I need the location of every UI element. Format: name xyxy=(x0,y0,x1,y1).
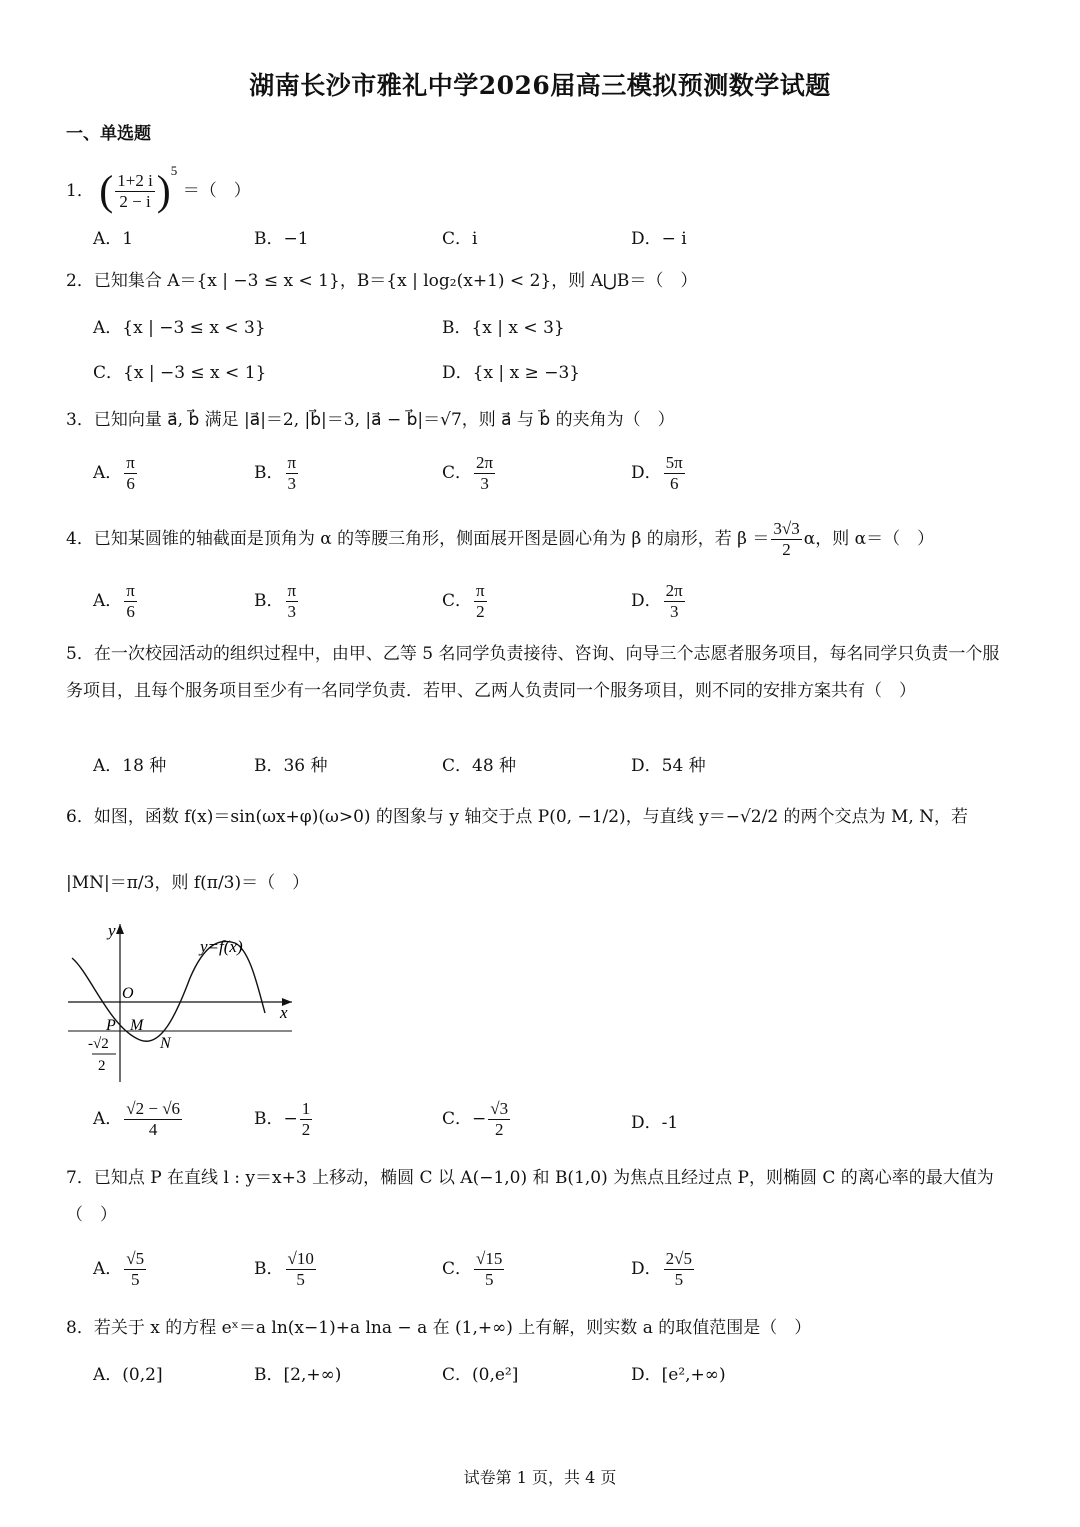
q1-option-c: C．i xyxy=(442,229,478,249)
q2-option-a: A．{x | −3 ≤ x < 3} xyxy=(93,318,266,338)
question-7: 7．已知点 P 在直线 l : y＝x+3 上移动，椭圆 C 以 A(−1,0) 和 B(1,0) 为焦点且经过点 P，则椭圆 C 的离心率的最大值为（ ） xyxy=(66,1168,994,1225)
q1-option-b: B．−1 xyxy=(254,229,309,249)
q7-option-d: D． $\frac{2√5}{5}$ xyxy=(631,1249,692,1289)
value-denominator: 2 xyxy=(98,1058,106,1074)
q8-option-b: B．[2,+∞) xyxy=(254,1365,342,1385)
q8-option-c: C．(0,e²] xyxy=(442,1365,519,1385)
q2-option-c: C．{x | −3 ≤ x < 1} xyxy=(93,363,267,383)
question-6-line2: |MN|＝π/3，则 f(π/3)＝（ ） xyxy=(66,873,310,893)
point-n-label: N xyxy=(160,1035,171,1052)
q4-option-c: C． $\frac{\pi}{2}$ xyxy=(442,581,485,621)
point-p-label: P xyxy=(106,1017,116,1034)
q3-option-c: C． $\frac{2\pi}{3}$ xyxy=(442,453,494,493)
x-label: x xyxy=(280,1003,288,1022)
q6-option-c: C．− $\frac{√3}{2}$ xyxy=(442,1099,509,1139)
q3-option-b: B． $\frac{\pi}{3}$ xyxy=(254,453,297,493)
page-title: 湖南长沙市雅礼中学2026届高三模拟预测数学试题 xyxy=(249,71,831,100)
q5-option-d: D．54 种 xyxy=(631,756,706,776)
question-1: 1． ( $\frac{1+2 i}{2 - i}$ )$^5$ ＝（ ） xyxy=(66,163,251,215)
q6-option-d: D．-1 xyxy=(631,1113,679,1133)
y-axis-arrow xyxy=(116,924,124,934)
q6-option-a: A． $\frac{√2 - √6}{4}$ xyxy=(93,1099,181,1139)
q2-option-b: B．{x | x < 3} xyxy=(442,318,565,338)
q5-option-b: B．36 种 xyxy=(254,756,328,776)
curve-label: y=f(x) xyxy=(200,937,243,956)
q7-option-c: C． $\frac{√15}{5}$ xyxy=(442,1249,503,1289)
sine-curve xyxy=(72,941,265,1041)
y-label: y xyxy=(108,921,116,940)
q5-option-c: C．48 种 xyxy=(442,756,517,776)
q8-option-a: A．(0,2] xyxy=(93,1365,163,1385)
section-heading: 一、单选题 xyxy=(66,124,151,144)
q2-option-d: D．{x | x ≥ −3} xyxy=(442,363,581,383)
q7-option-a: A． $\frac{√5}{5}$ xyxy=(93,1249,145,1289)
sine-graph xyxy=(60,918,300,1088)
q1-fraction: $\frac{1+2 i}{2 - i}$ xyxy=(117,171,153,211)
q3-option-d: D． $\frac{5\pi}{6}$ xyxy=(631,453,683,493)
q4-option-b: B． $\frac{\pi}{3}$ xyxy=(254,581,297,621)
question-4: 4．已知某圆锥的轴截面是顶角为 α 的等腰三角形，侧面展开图是圆心角为 β 的扇形，若 β ＝ $\frac{3√3}{2}$ α，则 α＝（ ） xyxy=(66,519,935,559)
value-numerator: -√2 xyxy=(88,1036,109,1052)
q4-option-a: A． $\frac{\pi}{6}$ xyxy=(93,581,135,621)
q5-option-a: A．18 种 xyxy=(93,756,167,776)
q6-option-b: B．− $\frac{1}{2}$ xyxy=(254,1099,311,1139)
q7-option-b: B． $\frac{√10}{5}$ xyxy=(254,1249,314,1289)
question-3: 3．已知向量 a⃗, b⃗ 满足 |a⃗|＝2, |b⃗|＝3, |a⃗ − b⃗|＝√7，则 a⃗ 与 b⃗ 的夹角为（ ） xyxy=(66,410,675,430)
question-8: 8．若关于 x 的方程 eˣ＝a ln(x−1)+a lna − a 在 (1,+∞) 上有解，则实数 a 的取值范围是（ ） xyxy=(66,1318,812,1338)
point-m-label: M xyxy=(130,1017,144,1034)
question-2: 2．已知集合 A＝{x | −3 ≤ x < 1}，B＝{x | log₂(x+1) < 2}，则 A⋃B＝（ ） xyxy=(66,271,698,291)
q4-option-d: D． $\frac{2\pi}{3}$ xyxy=(631,581,683,621)
q1-option-a: A．1 xyxy=(93,229,134,249)
q1-option-d: D．− i xyxy=(631,229,687,249)
q8-option-d: D．[e²,+∞) xyxy=(631,1365,726,1385)
origin-label: O xyxy=(122,985,134,1002)
page-footer: 试卷第 1 页，共 4 页 xyxy=(463,1468,617,1487)
question-5: 5．在一次校园活动的组织过程中，由甲、乙等 5 名同学负责接待、咨询、向导三个志愿者服务项目，每名同学只负责一个服务项目，且每个服务项目至少有一名同学负责．若甲、乙两人负责同一个服务项目，则不同的安排方案共有（ ） xyxy=(66,644,1000,701)
question-6: 6．如图，函数 f(x)＝sin(ωx+φ)(ω>0) 的图象与 y 轴交于点 P(0, −1/2)，与直线 y＝−√2/2 的两个交点为 M, N，若 xyxy=(66,807,969,827)
q3-option-a: A． $\frac{\pi}{6}$ xyxy=(93,453,135,493)
